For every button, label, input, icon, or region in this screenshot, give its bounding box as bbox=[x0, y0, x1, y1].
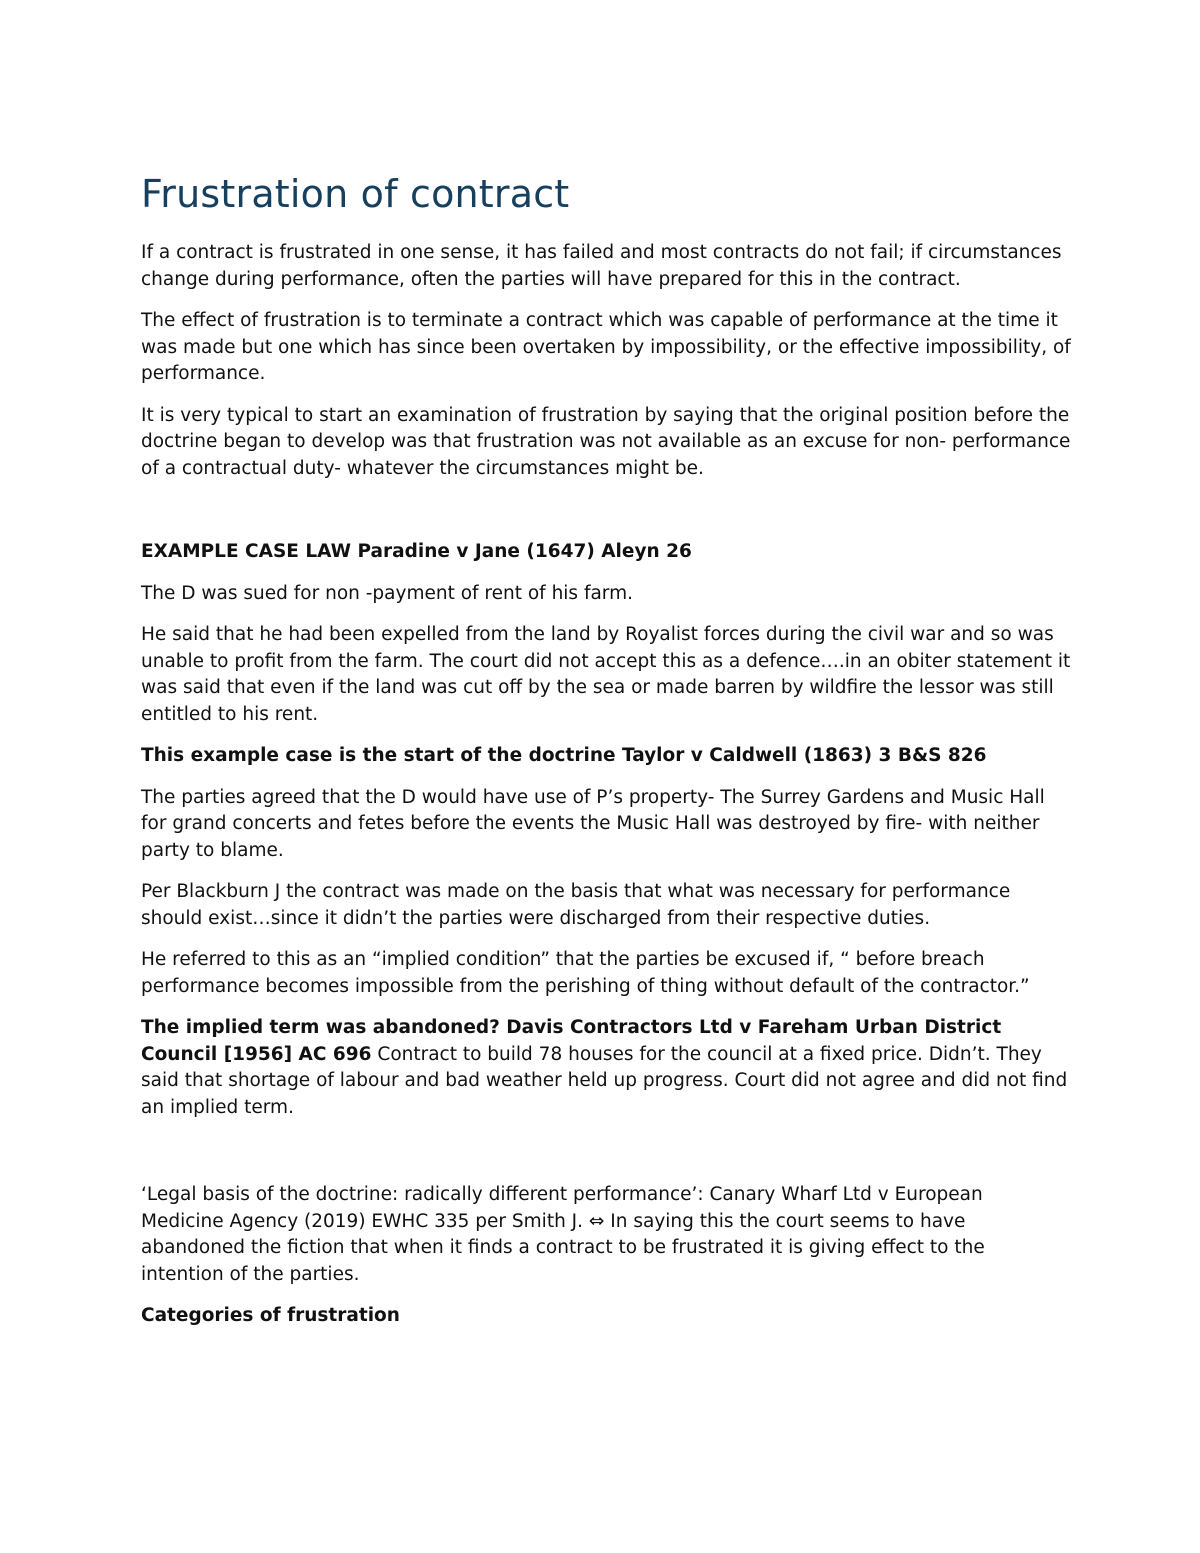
davis-contractors-case-name: The implied term was abandoned? Davis Contractors Ltd v Fareham Urban District Council [1956] AC 696 bbox=[141, 1017, 1002, 1065]
paragraph-typical: It is very typical to start an examination of frustration by saying that the original position before the doctrine began to develop was that frustration was not available as an excuse for non- performance of a contractual duty- whatever the circumstances might be. bbox=[141, 404, 1071, 479]
spacer bbox=[141, 1136, 1071, 1182]
paragraph-expelled: He said that he had been expelled from the land by Royalist forces during the civil war and so was unable to profit from the farm. The court did not accept this as a defence….in an obiter statement it was said that even if the land was cut off by the sea or made barren by wildfire the lessor was still entitled to his rent. bbox=[141, 624, 1071, 725]
heading-taylor-v-caldwell: This example case is the start of the doctrine Taylor v Caldwell (1863) 3 B&S 826 bbox=[141, 745, 987, 766]
spacer bbox=[141, 497, 1071, 539]
paragraph-parties-agreed: The parties agreed that the D would have use of P’s property- The Surrey Gardens and Music Hall for grand concerts and fetes before the events the Music Hall was destroyed by fire- with neither party to blame. bbox=[141, 786, 1045, 861]
paragraph-legal-basis: ‘Legal basis of the doctrine: radically different performance’: Canary Wharf Ltd v European Medicine Agency (2019) EWHC 335 per Smith J. ⇔ In saying this the court seems to have abandoned the fiction that when it finds a contract to be frustrated it is giving effect to the intention of the parties. bbox=[141, 1184, 985, 1285]
paragraph-blackburn: Per Blackburn J the contract was made on the basis that what was necessary for performance should exist…since it didn’t the parties were discharged from their respective duties. bbox=[141, 881, 1011, 929]
document-body bbox=[141, 170, 1071, 1345]
document-title: Frustration of contract bbox=[141, 172, 570, 216]
heading-example-case-law: EXAMPLE CASE LAW Paradine v Jane (1647) Aleyn 26 bbox=[141, 541, 692, 562]
paragraph-implied-condition: He referred to this as an “implied condition” that the parties be excused if, “ before breach performance becomes impossible from the perishing of thing without default of the contractor.” bbox=[141, 949, 1030, 997]
paragraph-sued: The D was sued for non -payment of rent of his farm. bbox=[141, 582, 633, 604]
heading-categories: Categories of frustration bbox=[141, 1305, 400, 1326]
davis-contractors-text: Contract to build 78 houses for the council at a fixed price. Didn’t. They said that shortage of labour and bad weather held up progress. Court did not agree and did not find an implied term. bbox=[141, 1043, 1068, 1118]
paragraph-intro: If a contract is frustrated in one sense, it has failed and most contracts do not fail; if circumstances change during performance, often the parties will have prepared for this in the contract. bbox=[141, 242, 1062, 290]
paragraph-effect: The effect of frustration is to terminate a contract which was capable of performance at the time it was made but one which has since been overtaken by impossibility, or the effective impossibility, of performance. bbox=[141, 310, 1071, 384]
paragraph-davis-contractors bbox=[141, 1015, 1071, 1121]
